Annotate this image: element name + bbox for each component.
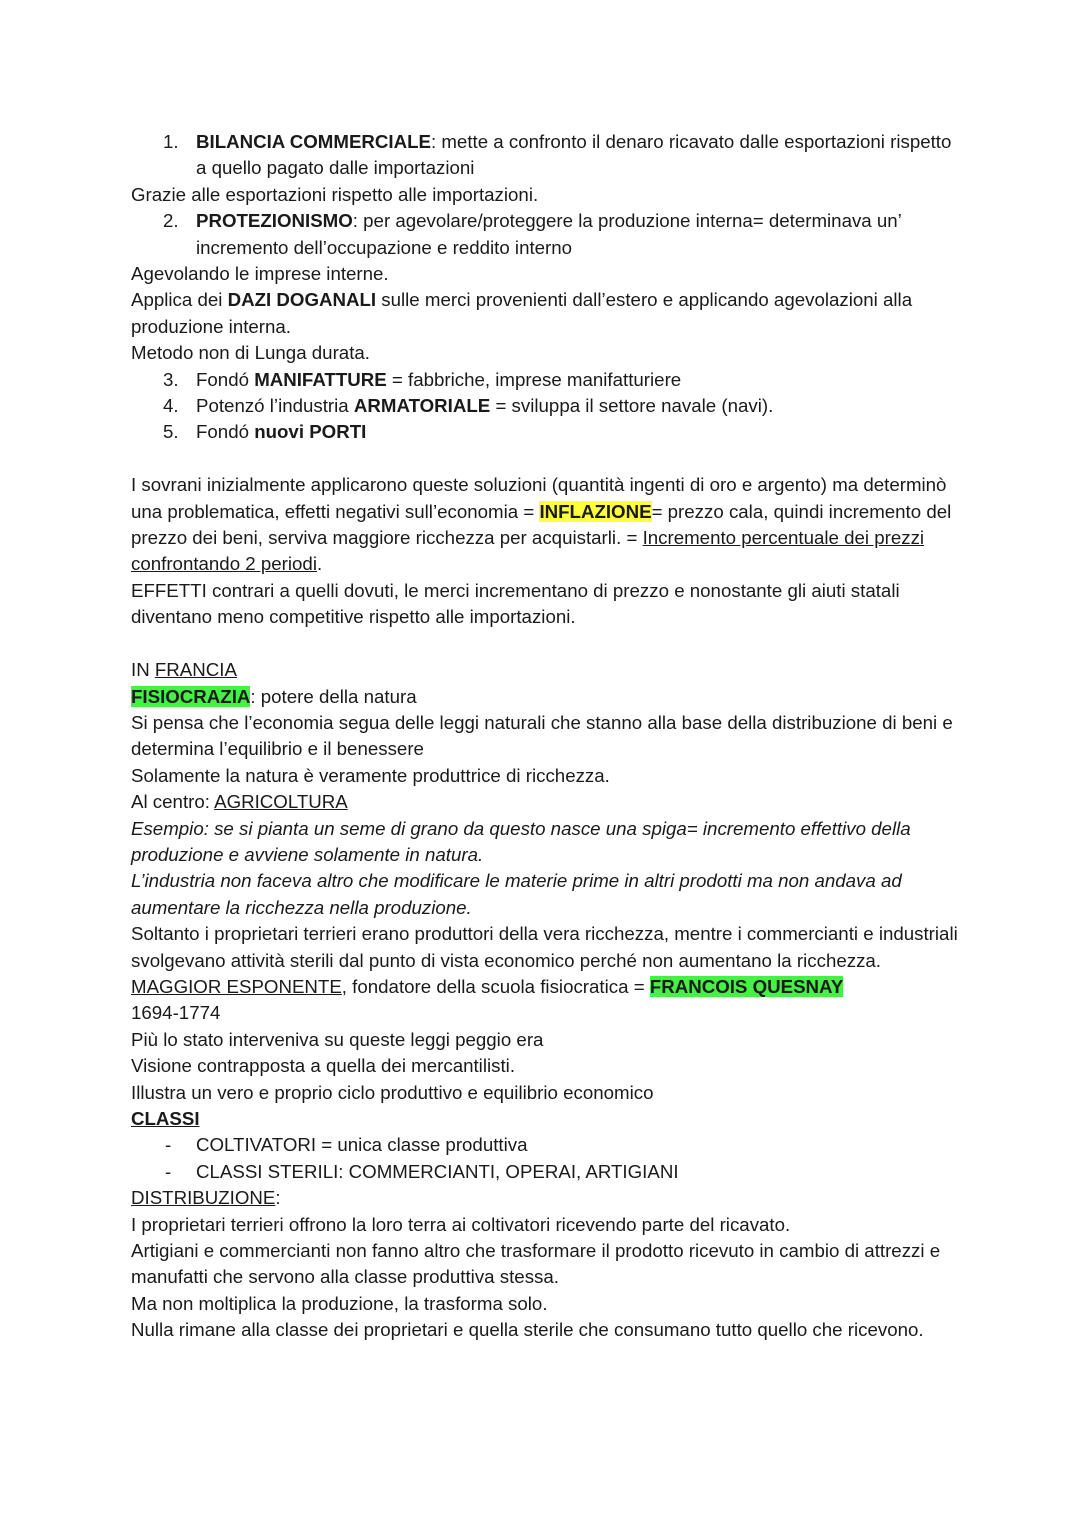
paragraph: Nulla rimane alla classe dei proprietari e quella sterile che consumano tutto quello che ricevono.: [131, 1319, 924, 1341]
text: , fondatore della scuola fisiocratica =: [341, 975, 650, 997]
text: = sviluppa il settore navale (navi).: [490, 395, 774, 417]
highlight-fisiocrazia: FISIOCRAZIA: [131, 685, 251, 707]
text: COLTIVATORI = unica classe produttiva: [196, 1134, 528, 1156]
paragraph: Si pensa che l’economia segua delle leggi naturali che stanno alla base della distribuzione di beni e determina l’equilibrio e il benessere: [131, 711, 953, 760]
text: Al centro:: [131, 791, 215, 813]
list-item-protezionismo: [131, 208, 961, 261]
list-item-porti: [131, 419, 961, 445]
underlined-definition: Incremento percentuale dei prezzi confrontando 2 periodi: [131, 527, 925, 575]
text: : potere della natura: [250, 685, 417, 707]
term-porti: nuovi PORTI: [254, 421, 367, 443]
paragraph: Illustra un vero e proprio ciclo produttivo e equilibrio economico: [131, 1081, 654, 1103]
list-number: 4.: [163, 395, 179, 417]
text: .: [316, 553, 323, 575]
document-body: [131, 129, 961, 1344]
text: Potenzó l’industria: [196, 395, 354, 417]
paragraph-fisiocrazia: [131, 684, 961, 710]
paragraph: Più lo stato interveniva su queste leggi peggio era: [131, 1028, 544, 1050]
underlined-distribuzione: DISTRIBUZIONE: [131, 1187, 276, 1209]
list-text: : mette a confronto il denaro ricavato dalle esportazioni rispetto a quello pagato dalle importazioni: [196, 131, 952, 179]
italic-text: L’industria non faceva altro che modificare le materie prime in altri prodotti ma non andava ad aumentare la ricchezza nella produzione.: [131, 870, 902, 918]
text: Fondó: [196, 421, 255, 443]
text: CLASSI STERILI: COMMERCIANTI, OPERAI, ARTIGIANI: [196, 1160, 679, 1182]
spacer: [131, 631, 961, 657]
dash-item-sterili: [131, 1159, 961, 1185]
paragraph: I proprietari terrieri offrono la loro terra ai coltivatori ricevendo parte del ricavato.: [131, 1213, 791, 1235]
text: Fondó: [196, 368, 255, 390]
text: sulle merci provenienti dall’estero e applicando agevolazioni alla produzione interna.: [131, 289, 913, 337]
paragraph-agricoltura: [131, 789, 961, 815]
underlined-esponente: MAGGIOR ESPONENTE: [131, 975, 342, 997]
text: Applica dei: [131, 289, 228, 311]
highlight-inflazione: INFLAZIONE: [539, 500, 652, 522]
list-number: 1.: [163, 131, 179, 152]
paragraph: Solamente la natura è veramente produttrice di ricchezza.: [131, 764, 610, 786]
italic-text: Esempio: se si pianta un seme di grano da questo nasce una spiga= incremento effettivo della produzione e avviene solamente in natura.: [131, 817, 911, 865]
list-item-armatoriale: [131, 393, 961, 419]
paragraph: Artigiani e commercianti non fanno altro che trasformare il prodotto ricevuto in cambio di attrezzi e manufatti che servono alla classe produttiva stessa.: [131, 1240, 941, 1288]
bold-underlined: CLASSI: [131, 1108, 200, 1129]
paragraph-industry: [131, 868, 961, 921]
paragraph: EFFETTI contrari a quelli dovuti, le merci incrementano di prezzo e nonostante gli aiuti statali diventano meno competitive rispetto alle importazioni.: [131, 579, 900, 628]
paragraph-years: 1694-1774: [131, 1002, 221, 1024]
paragraph: Soltanto i proprietari terrieri erano produttori della vera ricchezza, mentre i commercianti e industriali svolgevano attività sterili dal punto di vista economico perché non aumentano la ricchezza.: [131, 923, 958, 971]
spacer: [131, 446, 961, 472]
paragraph: Visione contrapposta a quella dei mercantilisti.: [131, 1055, 516, 1077]
text: = fabbriche, imprese manifatturiere: [386, 368, 682, 390]
paragraph-example: [131, 816, 961, 869]
underlined-francia: FRANCIA: [154, 659, 237, 681]
text: IN: [131, 659, 155, 681]
list-item-bilancia: [131, 129, 961, 182]
term-protezionismo: PROTEZIONISMO: [196, 210, 353, 232]
paragraph-quesnay: [131, 974, 961, 1000]
list-number: 2.: [163, 210, 179, 232]
term-bilancia: BILANCIA COMMERCIALE: [196, 131, 431, 152]
dash-item-coltivatori: [131, 1132, 961, 1158]
paragraph: Ma non moltiplica la produzione, la trasforma solo.: [131, 1292, 548, 1314]
paragraph-dazi: [131, 287, 961, 340]
text: I sovrani inizialmente applicarono queste soluzioni (quantità ingenti di oro e argento) ma determinò una problematica, effetti negativi sull’economia =: [131, 474, 947, 522]
list-number: 3.: [163, 368, 179, 390]
text: :: [275, 1187, 281, 1209]
heading-distribuzione: [131, 1185, 961, 1211]
dash-marker: -: [165, 1134, 172, 1156]
term-armatoriale: ARMATORIALE: [353, 395, 491, 417]
paragraph-inflazione: [131, 472, 961, 578]
term-dazi: DAZI DOGANALI: [227, 289, 377, 311]
list-text: : per agevolare/proteggere la produzione interna= determinava un’ incremento dell’occupazione e reddito interno: [196, 210, 902, 258]
heading-classi: [131, 1106, 961, 1132]
term-manifatture: MANIFATTURE: [254, 368, 387, 390]
text: = prezzo cala, quindi incremento del prezzo dei beni, serviva maggiore ricchezza per acquistarli. =: [131, 500, 952, 549]
highlight-quesnay: FRANCOIS QUESNAY: [649, 975, 844, 997]
paragraph: Agevolando le imprese interne.: [131, 263, 389, 285]
underlined-agricoltura: AGRICOLTURA: [214, 791, 348, 813]
paragraph: Grazie alle esportazioni rispetto alle importazioni.: [131, 183, 539, 205]
list-number: 5.: [163, 421, 179, 443]
list-item-manifatture: [131, 367, 961, 393]
section-heading-francia: [131, 657, 961, 683]
paragraph: Metodo non di Lunga durata.: [131, 342, 370, 364]
dash-marker: -: [165, 1160, 172, 1182]
